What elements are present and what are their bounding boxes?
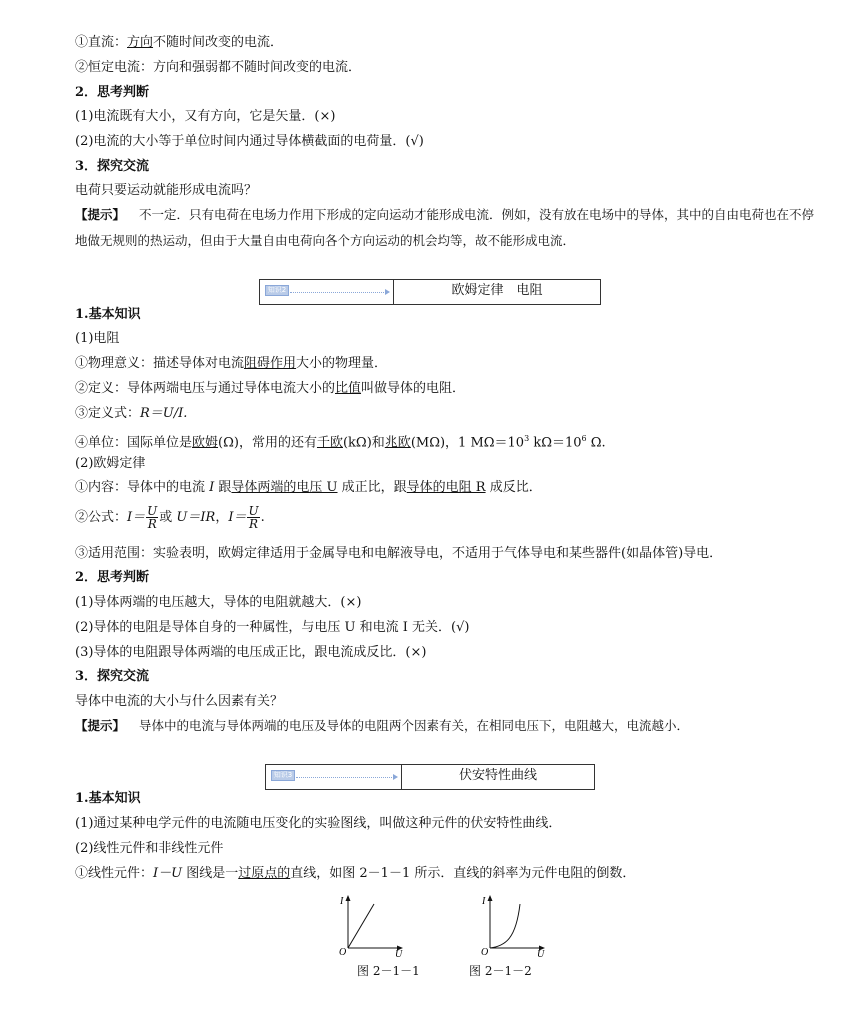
section-title: 伏安特性曲线 (458, 768, 537, 783)
question-1: 电荷只要运动就能形成电流吗？ (75, 183, 258, 198)
resistance-formula: ③定义式：R＝U/I. (75, 406, 188, 421)
x-axis-label: U (537, 949, 545, 958)
y-axis-label: I (482, 896, 486, 907)
ohms-law-scope: ③适用范围：实验表明，欧姆定律适用于金属导电和电解液导电，不适用于气体导电和某些器件(如晶体管)导电． (75, 546, 723, 561)
judge-item: (1)导体两端的电压越大，导体的电阻就越大．(×) (75, 595, 362, 610)
ohms-law-formula: ②公式：I＝ $\frac{U}{R}$ 或 U＝IR，I＝ $\frac{U}{R}$ . (75, 504, 265, 531)
ohms-law-content: ①内容：导体中的电流 I 跟导体两端的电压 U 成正比，跟导体的电阻 R 成反比． (75, 480, 542, 495)
hint-1: 【提示】 不一定．只有电荷在电场力作用下形成的定向运动才能形成电流．例如，没有放在电场中的导体，其中的自由电荷也在不停地做无规则的热运动，但由于大量自由电荷向各个方向运动的机会均等，故不能形成电流． (75, 207, 815, 248)
arrow-icon (296, 777, 396, 778)
y-axis-arrow (488, 895, 493, 901)
origin-label: O (339, 947, 347, 958)
figure-caption-1: 图 2－1－1 (357, 964, 420, 978)
section-header-ohms-law (259, 279, 601, 305)
hint-2: 【提示】 导体中的电流与导体两端的电压及导体的电阻两个因素有关，在相同电压下，电阻越大，电流越小． (75, 718, 690, 733)
figure-caption-2: 图 2－1－2 (469, 964, 532, 978)
y-axis-label: I (340, 896, 344, 907)
figure-linear-iv (336, 892, 416, 958)
linear-element: ①线性元件：I－U 图线是一过原点的直线，如图 2－1－1 所示．直线的斜率为元件电阻的倒数． (75, 866, 636, 881)
element-types-heading: (2)线性元件和非线性元件 (75, 841, 224, 856)
resistance-definition: ②定义：导体两端电压与通过导体电流大小的比值叫做导体的电阻． (75, 381, 466, 396)
resistance-units: ④单位：国际单位是欧姆(Ω)，常用的还有千欧(kΩ)和兆欧(MΩ)，1 $M\Omega=10^3$ $k\Omega=10^6$ Ω. (75, 434, 606, 451)
judge-item: (3)导体的电阻跟导体两端的电压成正比，跟电流成反比．(×) (75, 645, 427, 660)
section-header-iv-curve (265, 764, 595, 790)
section-title: 欧姆定律 电阻 (451, 283, 543, 298)
judge-heading-1: 2．思考判断 (75, 85, 150, 100)
basic-heading-2: 1.基本知识 (75, 307, 141, 322)
figure-nonlinear-iv (478, 892, 558, 958)
judge-heading-2: 2．思考判断 (75, 570, 150, 585)
judge-item: (2)电流的大小等于单位时间内通过导体横截面的电荷量．(√) (75, 134, 424, 149)
x-axis-label: U (395, 949, 403, 958)
y-axis-arrow (346, 895, 351, 901)
nonlinear-curve (490, 904, 520, 948)
judge-item: (2)导体的电阻是导体自身的一种属性，与电压 U 和电流 I 无关．(√) (75, 620, 470, 635)
arrow-icon (290, 292, 388, 293)
basic-heading-3: 1.基本知识 (75, 791, 141, 806)
section-tag: 知识2 (265, 285, 289, 296)
ohms-law-heading: (2)欧姆定律 (75, 456, 146, 471)
explore-heading-2: 3．探究交流 (75, 669, 150, 684)
origin-label: O (481, 947, 489, 958)
fraction: $\frac{U}{R}$ (147, 504, 158, 531)
fraction: $\frac{U}{R}$ (248, 504, 259, 531)
linear-curve (348, 904, 374, 948)
resistance-meaning: ①物理意义：描述导体对电流阻碍作用大小的物理量． (75, 356, 388, 371)
resistance-heading: (1)电阻 (75, 331, 120, 346)
explore-heading-1: 3．探究交流 (75, 159, 150, 174)
iv-definition: (1)通过某种电学元件的电流随电压变化的实验图线，叫做这种元件的伏安特性曲线． (75, 816, 562, 831)
judge-item: (1)电流既有大小，又有方向，它是矢量．(×) (75, 109, 336, 124)
dc-definition: ①直流：方向不随时间改变的电流． (75, 35, 284, 50)
section-tag: 知识3 (271, 770, 295, 781)
question-2: 导体中电流的大小与什么因素有关？ (75, 694, 284, 709)
constant-current-definition: ②恒定电流：方向和强弱都不随时间改变的电流． (75, 60, 362, 75)
